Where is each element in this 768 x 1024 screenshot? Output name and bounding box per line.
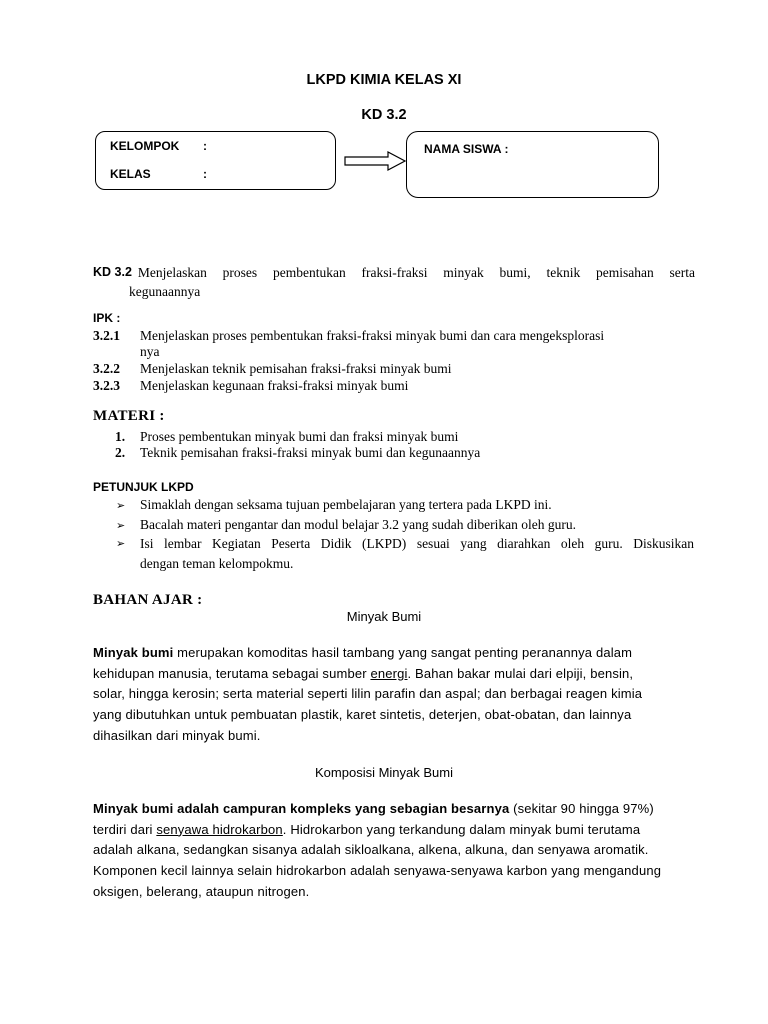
arrow-bullet-icon: ➢	[116, 520, 126, 532]
materi-num: 1.	[115, 429, 126, 444]
materi-item	[115, 445, 480, 462]
arrow-bullet-icon: ➢	[116, 538, 126, 550]
p2-line2a: terdiri dari	[93, 821, 157, 837]
petunjuk-item	[116, 517, 694, 535]
p2-line2b: . Hidrokarbon yang terkandung dalam minyak bumi terutama	[282, 821, 641, 837]
materi-text: Proses pembentukan minyak bumi dan fraksi minyak bumi	[140, 429, 459, 444]
kd-line1: Menjelaskan proses pembentukan fraksi-fraksi minyak bumi, teknik pemisahan serta	[137, 265, 695, 280]
p1-line2b: . Bahan bakar mulai dari elpiji, bensin,	[407, 665, 634, 681]
kelompok-label: KELOMPOK	[110, 139, 180, 153]
petunjuk-item	[116, 536, 694, 553]
ipk-text: Menjelaskan proses pembentukan fraksi-fraksi minyak bumi dan cara mengeksplorasi	[140, 328, 605, 343]
kelas-label: KELAS	[110, 167, 151, 181]
kelompok-box	[95, 131, 336, 190]
ipk-heading: IPK :	[93, 311, 121, 325]
ipk-code: 3.2.1	[93, 328, 120, 343]
link-energi[interactable]: energi	[370, 665, 408, 681]
materi-heading: MATERI :	[93, 408, 165, 424]
materi-text: Teknik pemisahan fraksi-fraksi minyak bumi dan kegunaannya	[140, 445, 481, 460]
petunjuk-item	[116, 497, 694, 515]
term-minyak-bumi: Minyak bumi	[93, 645, 174, 660]
term-campuran-kompleks: Minyak bumi adalah campuran kompleks yang sebagian besarnya	[93, 801, 510, 816]
ipk-text: Menjelaskan teknik pemisahan fraksi-fraksi minyak bumi	[140, 361, 452, 376]
p1-line2a: kehidupan manusia, terutama sebagai sumber	[93, 665, 371, 681]
ipk-code: 3.2.3	[93, 378, 120, 393]
petunjuk-text: Bacalah materi pengantar dan modul belajar 3.2 yang sudah diberikan oleh guru.	[140, 517, 576, 532]
materi-item	[115, 429, 458, 446]
kd-statement	[93, 263, 695, 301]
kelompok-colon: :	[203, 139, 207, 153]
ipk-code: 3.2.2	[93, 361, 120, 376]
link-senyawa-hidrokarbon[interactable]: senyawa hidrokarbon	[156, 821, 283, 837]
petunjuk-cont: dengan teman kelompokmu.	[140, 556, 294, 571]
arrow-bullet-icon: ➢	[116, 500, 126, 512]
petunjuk-text: Simaklah dengan seksama tujuan pembelajaran yang tertera pada LKPD ini.	[140, 497, 552, 512]
p1-line5: dihasilkan dari minyak bumi.	[93, 727, 261, 743]
nama-siswa-label: NAMA SISWA :	[424, 142, 509, 156]
ipk-text: Menjelaskan kegunaan fraksi-fraksi minyak bumi	[140, 378, 409, 393]
nama-siswa-box	[406, 131, 659, 198]
p1-line1: merupakan komoditas hasil tambang yang sangat penting peranannya dalam	[173, 645, 633, 660]
petunjuk-heading: PETUNJUK LKPD	[93, 480, 194, 494]
bahan-ajar-heading: BAHAN AJAR :	[93, 592, 203, 608]
page-title: LKPD KIMIA KELAS XI	[306, 72, 462, 88]
ipk-item	[93, 361, 452, 378]
ipk-item	[93, 378, 408, 395]
kelas-colon: :	[203, 167, 207, 181]
paragraph-komposisi	[93, 799, 695, 903]
p1-line4: yang dibutuhkan untuk pembuatan plastik, karet sintetis, deterjen, obat-obatan, dan lainnya	[93, 707, 632, 723]
p1-line3: solar, hingga kerosin; serta material seperti lilin parafin dan aspal; dan berbagai reagen kimia	[93, 686, 643, 702]
kd-line2: kegunaannya	[129, 284, 201, 299]
kd-code: KD 3.2	[93, 265, 132, 279]
section-title-komposisi: Komposisi Minyak Bumi	[315, 765, 453, 780]
p2-line3: adalah alkana, sedangkan sisanya adalah sikloalkana, alkena, alkuna, dan senyawa aromatik.	[93, 842, 649, 858]
section-title-minyak-bumi: Minyak Bumi	[346, 609, 422, 624]
p2-line1: (sekitar 90 hingga 97%)	[509, 801, 654, 816]
right-arrow-icon	[342, 150, 408, 172]
paragraph-minyak-bumi	[93, 643, 695, 747]
p2-line4: Komponen kecil lainnya selain hidrokarbon adalah senyawa-senyawa karbon yang mengandung	[93, 863, 662, 879]
petunjuk-text: Isi lembar Kegiatan Peserta Didik (LKPD) sesuai yang diarahkan oleh guru. Diskusikan	[140, 536, 694, 551]
ipk-cont: nya	[140, 344, 160, 359]
p2-line5: oksigen, belerang, ataupun nitrogen.	[93, 883, 310, 899]
materi-num: 2.	[115, 445, 126, 460]
kd-title: KD 3.2	[361, 107, 407, 123]
ipk-item	[93, 328, 604, 345]
